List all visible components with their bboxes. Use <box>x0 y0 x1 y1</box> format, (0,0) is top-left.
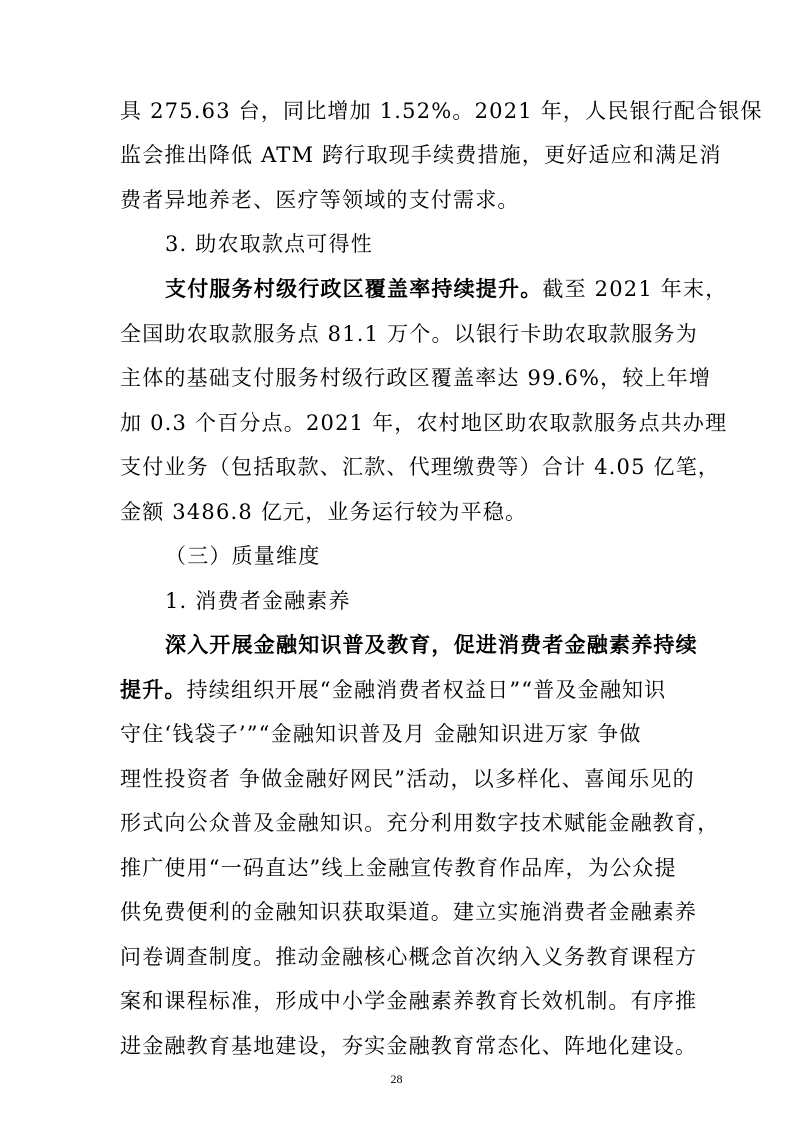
bold-lead: 提升。 <box>120 677 187 702</box>
text-line: 支付业务（包括取款、汇款、代理缴费等）合计 4.05 亿笔， <box>120 455 721 479</box>
page-number: 28 <box>390 1072 403 1086</box>
text-line: 全国助农取款服务点 81.1 万个。以银行卡助农取款服务为 <box>120 322 698 346</box>
text-line: 监会推出降低 ATM 跨行取现手续费措施，更好适应和满足消 <box>120 143 722 167</box>
section-heading: （三）质量维度 <box>165 544 321 568</box>
text-line: 形式向公众普及金融知识。充分利用数字技术赋能金融教育， <box>120 811 720 835</box>
subsection-heading: 1. 消费者金融素养 <box>165 589 351 613</box>
text-line: 理性投资者 争做金融好网民”活动，以多样化、喜闻乐见的 <box>120 767 695 791</box>
text-line: 问卷调查制度。推动金融核心概念首次纳入义务教育课程方 <box>120 945 698 969</box>
text-line: 主体的基础支付服务村级行政区覆盖率达 99.6%，较上年增 <box>120 366 712 390</box>
text-line: 供免费便利的金融知识获取渠道。建立实施消费者金融素养 <box>120 900 698 924</box>
bold-lead: 深入开展金融知识普及教育，促进消费者金融素养持续 <box>165 632 698 657</box>
text-line: 守住‘钱袋子’”“金融知识普及月 金融知识进万家 争做 <box>120 722 642 746</box>
text-run: 持续组织开展“金融消费者权益日”“普及金融知识 <box>186 678 667 702</box>
text-line: 金额 3486.8 亿元，业务运行较为平稳。 <box>120 500 528 524</box>
text-line: 案和课程标准，形成中小学金融素养教育长效机制。有序推 <box>120 989 698 1013</box>
subsection-heading: 3. 助农取款点可得性 <box>165 232 373 256</box>
bold-lead: 支付服务村级行政区覆盖率持续提升。 <box>165 276 543 301</box>
text-line: 费者异地养老、医疗等领域的支付需求。 <box>120 188 520 212</box>
text-line: 推广使用“一码直达”线上金融宣传教育作品库，为公众提 <box>120 856 677 880</box>
text-line: 加 0.3 个百分点。2021 年，农村地区助农取款服务点共办理 <box>120 411 728 435</box>
text-line <box>120 676 680 704</box>
text-line: 具 275.63 台，同比增加 1.52%。2021 年，人民银行配合银保 <box>120 99 763 123</box>
text-line <box>165 275 728 303</box>
text-run: 截至 2021 年末， <box>542 277 728 301</box>
text-line: 进金融教育基地建设，夯实金融教育常态化、阵地化建设。 <box>120 1034 698 1058</box>
